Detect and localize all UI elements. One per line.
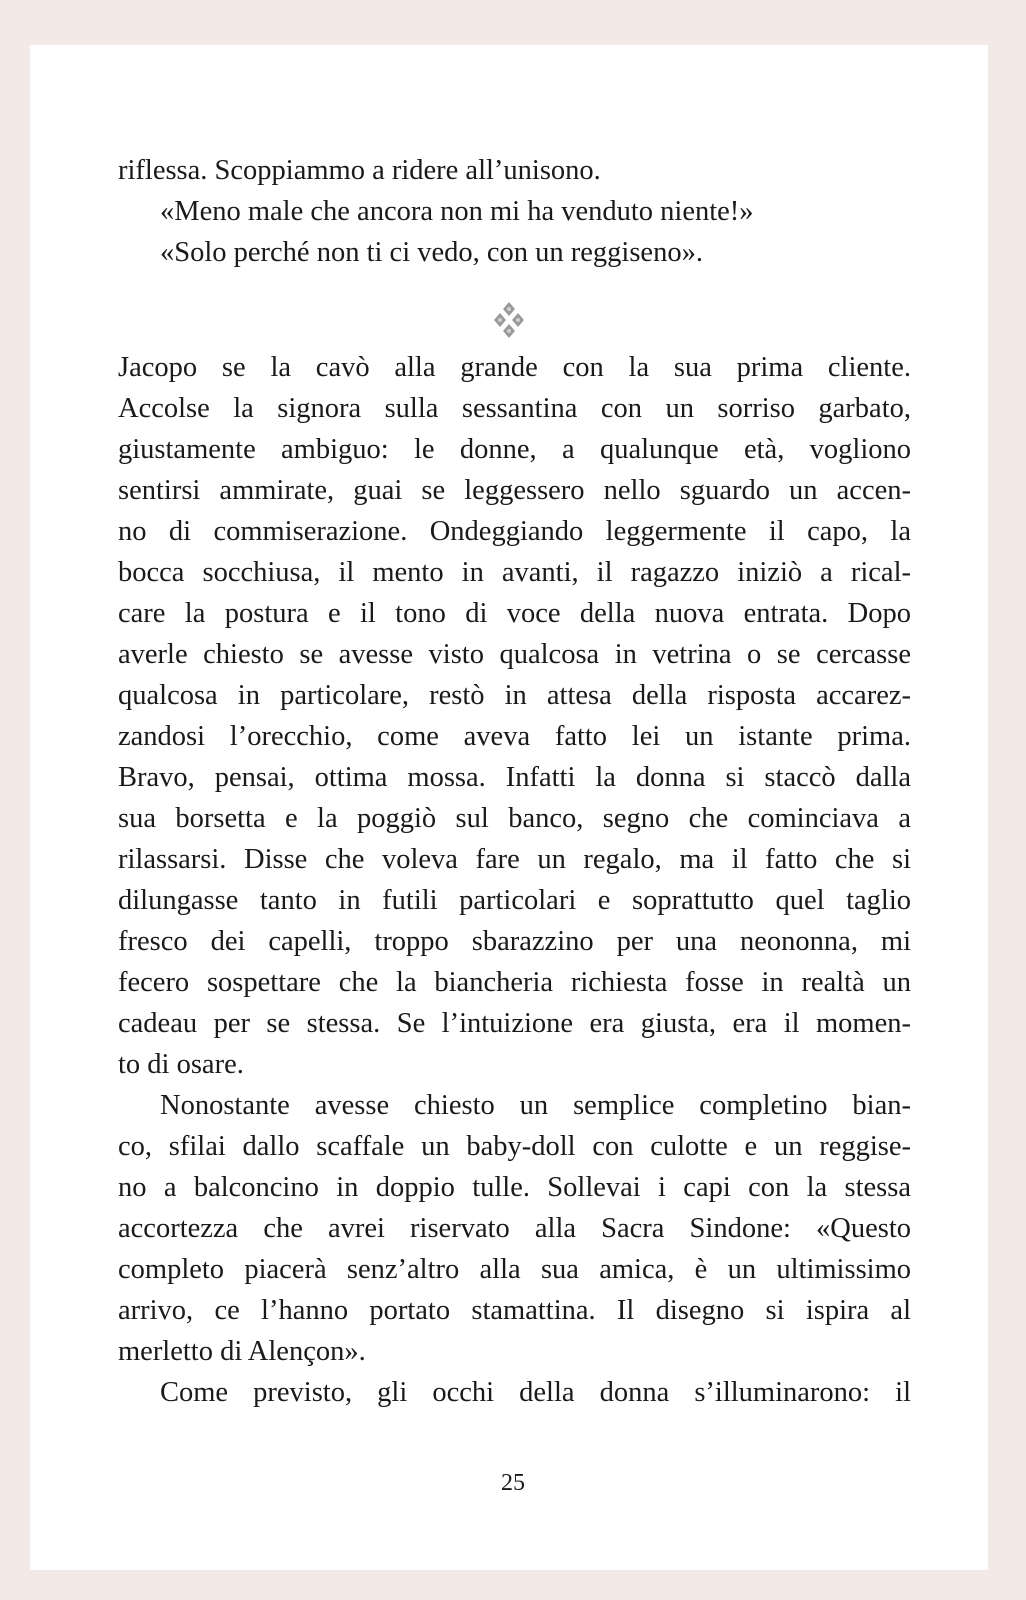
text-line: bocca socchiusa, il mento in avanti, il ragazzo iniziò a rical-	[118, 557, 911, 588]
text-section-after-break	[118, 347, 911, 1413]
text-line: care la postura e il tono di voce della nuova entrata. Dopo	[118, 598, 911, 629]
text-section-before-break	[118, 150, 911, 273]
text-line: dilungasse tanto in futili particolari e soprattutto quel taglio	[118, 885, 911, 916]
text-line: Bravo, pensai, ottima mossa. Infatti la donna si staccò dalla	[118, 762, 911, 793]
text-line: rilassarsi. Disse che voleva fare un regalo, ma il fatto che si	[118, 844, 911, 875]
text-line: «Meno male che ancora non mi ha venduto niente!»	[160, 196, 754, 227]
text-line: riflessa. Scoppiammo a ridere all’unisono.	[118, 155, 601, 186]
text-line: averle chiesto se avesse visto qualcosa in vetrina o se cercasse	[118, 639, 911, 670]
text-line: Nonostante avesse chiesto un semplice completino bian-	[160, 1090, 911, 1121]
text-line: arrivo, ce l’hanno portato stamattina. Il disegno si ispira al	[118, 1295, 911, 1326]
text-line: giustamente ambiguo: le donne, a qualunque età, vogliono	[118, 434, 911, 465]
page-number: 25	[501, 1470, 525, 1496]
text-line: accortezza che avrei riservato alla Sacra Sindone: «Questo	[118, 1213, 911, 1244]
text-line: sentirsi ammirate, guai se leggessero nello sguardo un accen-	[118, 475, 911, 506]
text-line: Jacopo se la cavò alla grande con la sua prima cliente.	[118, 352, 911, 383]
text-line: zandosi l’orecchio, come aveva fatto lei un istante prima.	[118, 721, 911, 752]
text-line: Come previsto, gli occhi della donna s’illuminarono: il	[160, 1377, 911, 1408]
text-line: «Solo perché non ti ci vedo, con un reggiseno».	[160, 237, 703, 268]
text-line: fecero sospettare che la biancheria richiesta fosse in realtà un	[118, 967, 911, 998]
text-line: Accolse la signora sulla sessantina con un sorriso garbato,	[118, 393, 911, 424]
text-line: cadeau per se stessa. Se l’intuizione era giusta, era il momen-	[118, 1008, 911, 1039]
text-line: to di osare.	[118, 1049, 244, 1080]
text-line: no di commiserazione. Ondeggiando leggermente il capo, la	[118, 516, 911, 547]
text-line: completo piacerà senz’altro alla sua amica, è un ultimissimo	[118, 1254, 911, 1285]
diamond-fleuron-icon	[492, 300, 526, 344]
text-line: sua borsetta e la poggiò sul banco, segno che cominciava a	[118, 803, 911, 834]
text-line: merletto di Alençon».	[118, 1336, 366, 1367]
text-line: qualcosa in particolare, restò in attesa della risposta accarez-	[118, 680, 911, 711]
text-line: no a balconcino in doppio tulle. Sollevai i capi con la stessa	[118, 1172, 911, 1203]
text-line: co, sfilai dallo scaffale un baby-doll con culotte e un reggise-	[118, 1131, 911, 1162]
text-line: fresco dei capelli, troppo sbarazzino per una neononna, mi	[118, 926, 911, 957]
